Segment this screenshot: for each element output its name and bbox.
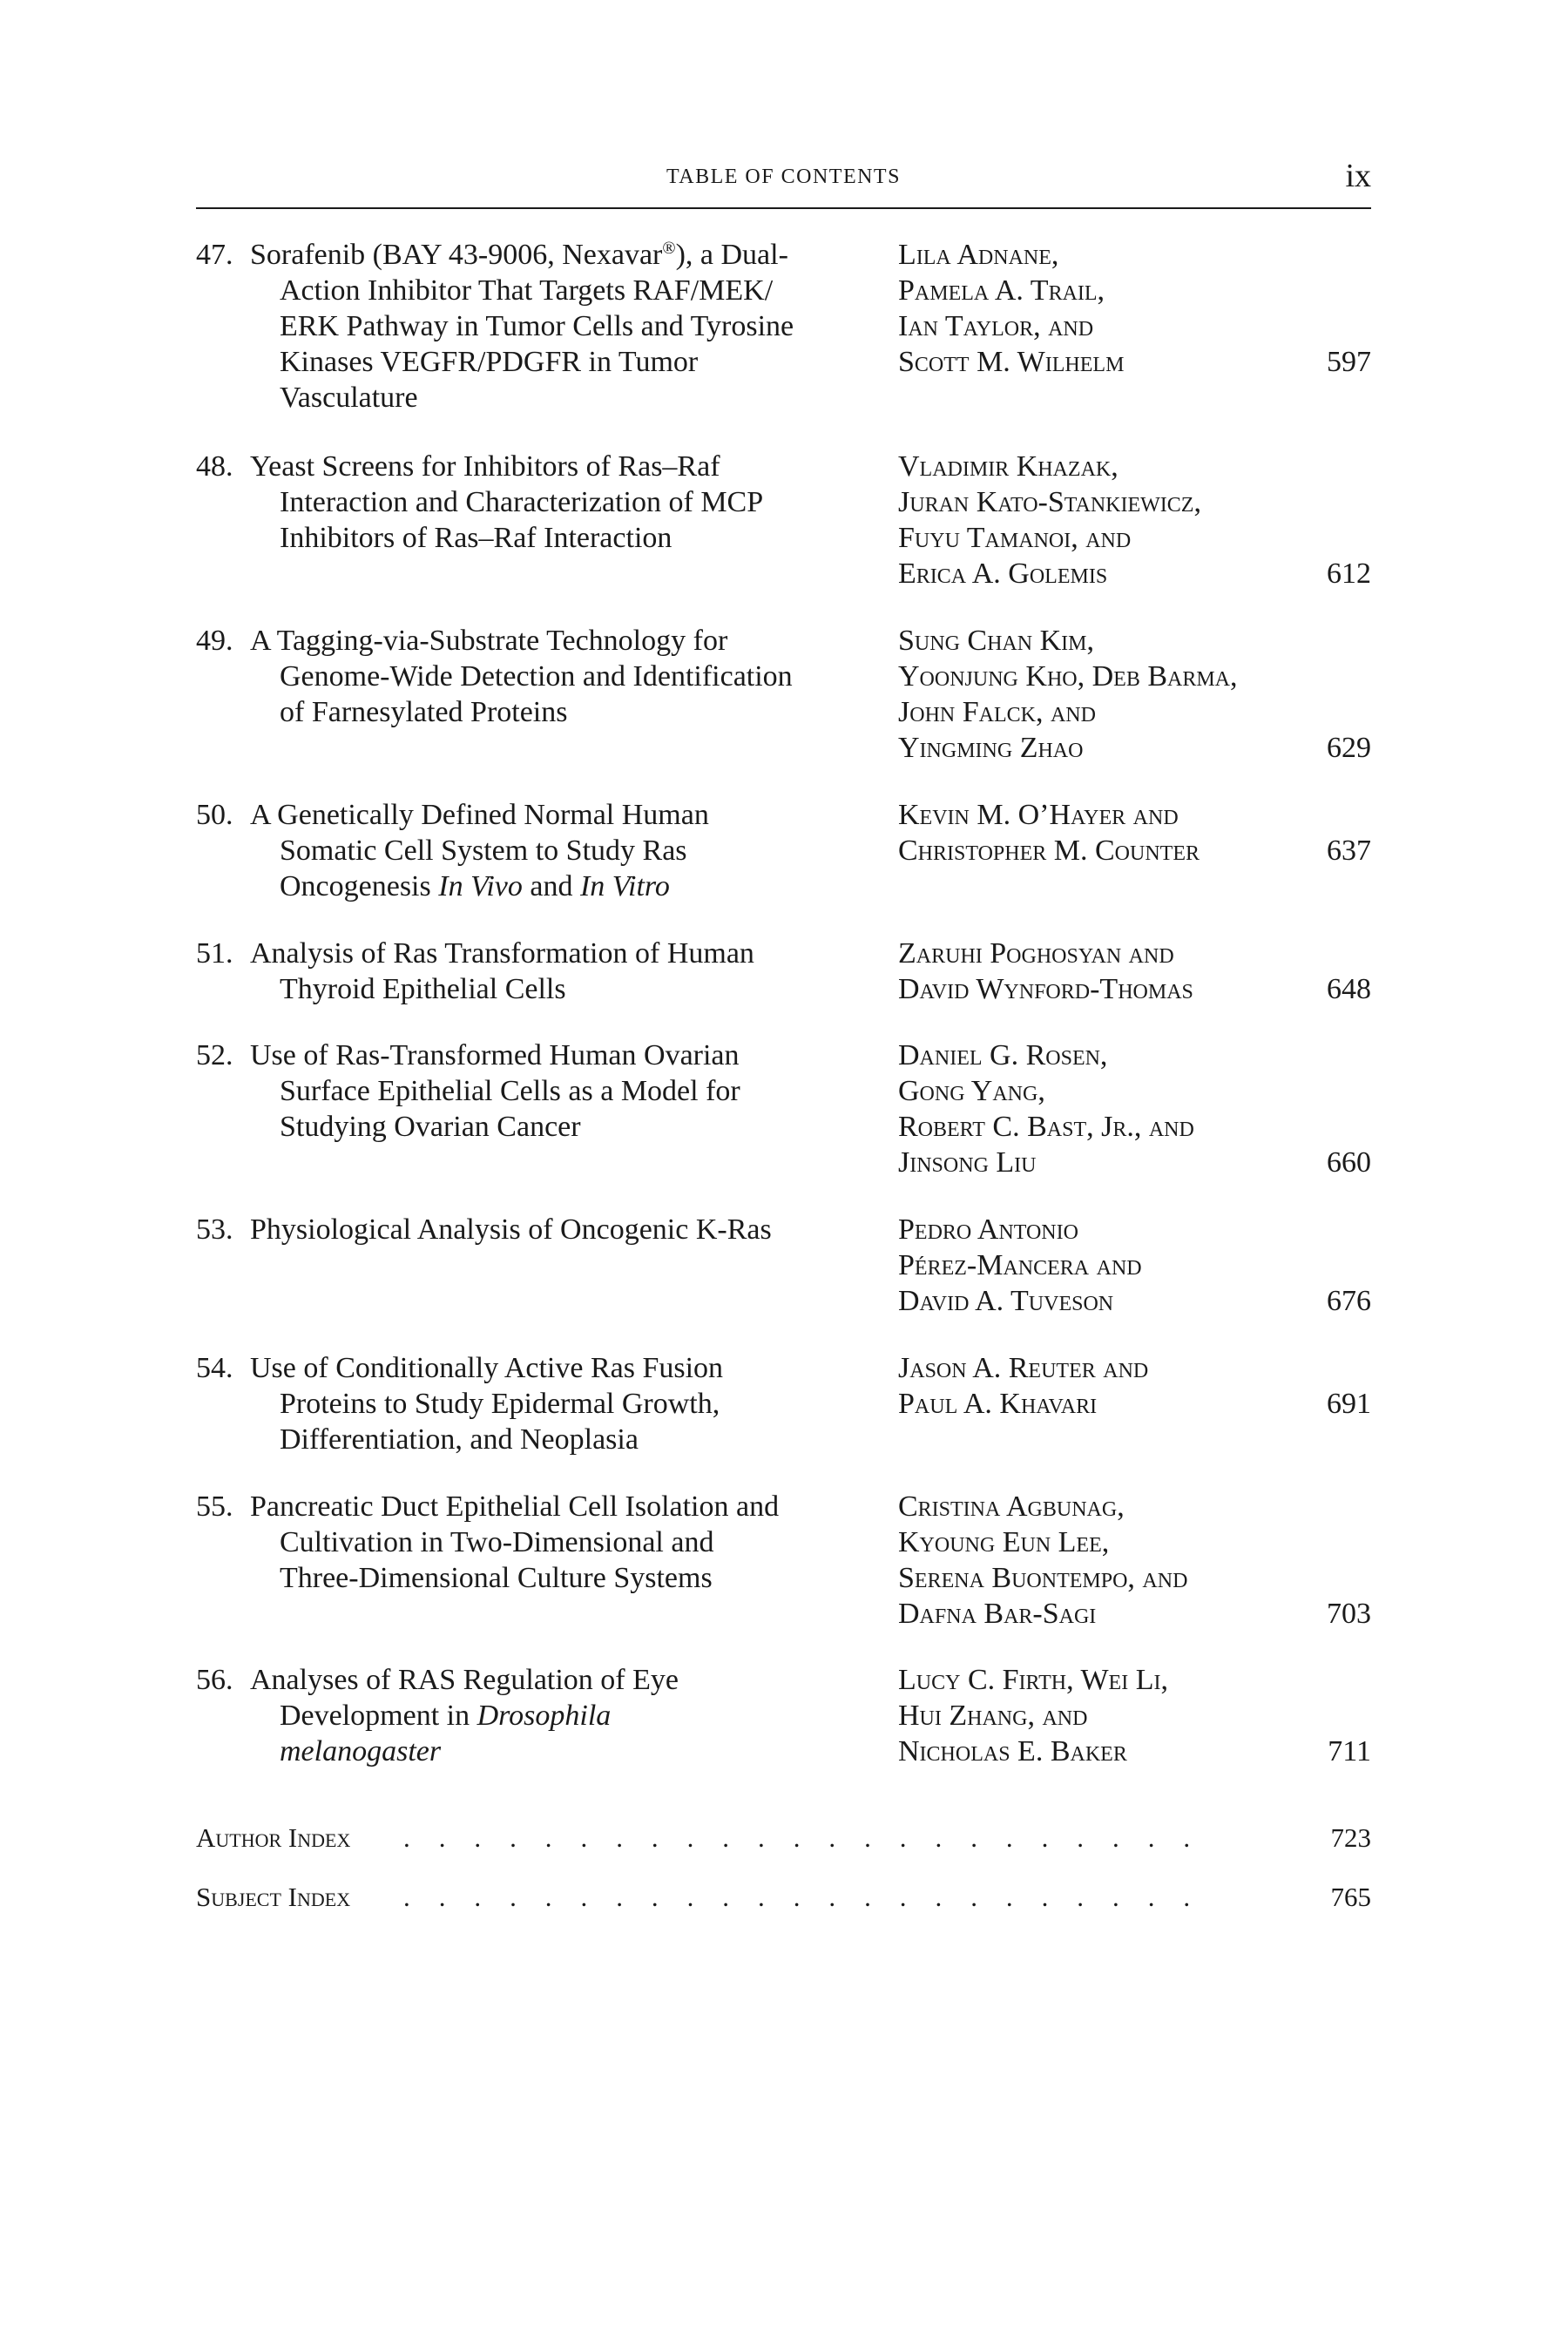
entry-page[interactable]: 691 bbox=[1327, 1388, 1371, 1420]
registered-mark: ® bbox=[662, 239, 676, 258]
entry-title[interactable]: Use of Ras-Transformed Human Ovarian Surface Epithelial Cells as a Model for Studying Ovarian Cancer bbox=[250, 1039, 740, 1143]
entry-page[interactable]: 711 bbox=[1328, 1735, 1371, 1767]
entry-authors: Daniel G. Rosen, Gong Yang, Robert C. Bast, Jr., and Jinsong Liu bbox=[898, 1039, 1194, 1179]
entry-page[interactable]: 612 bbox=[1327, 558, 1371, 590]
entry-page[interactable]: 637 bbox=[1327, 835, 1371, 867]
entry-authors: Cristina Agbunag, Kyoung Eun Lee, Serena Buontempo, and Dafna Bar-Sagi bbox=[898, 1490, 1188, 1630]
entry-authors: Vladimir Khazak, Juran Kato-Stankiewicz, Fuyu Tamanoi, and Erica A. Golemis bbox=[898, 450, 1201, 590]
entry-title[interactable]: Analysis of Ras Transformation of Human Thyroid Epithelial Cells bbox=[250, 937, 754, 1005]
entry-title[interactable]: A Tagging-via-Substrate Technology for Genome-Wide Detection and Identification of Farnesylated Proteins bbox=[250, 625, 793, 728]
running-title: TABLE OF CONTENTS bbox=[666, 166, 901, 188]
entry-title[interactable]: Use of Conditionally Active Ras Fusion Proteins to Study Epidermal Growth, Differentiation, and Neoplasia bbox=[250, 1352, 724, 1456]
dot-leader: . . . . . . . . . . . . . . . . . . . . . . . bbox=[403, 1822, 1201, 1853]
dot-leader: . . . . . . . . . . . . . . . . . . . . . . . bbox=[403, 1882, 1201, 1912]
entry-page[interactable]: 648 bbox=[1327, 973, 1371, 1005]
header-rule bbox=[196, 207, 1371, 209]
entry-title[interactable]: Sorafenib (BAY 43-9006, Nexavar®), a Dual- Action Inhibitor That Targets RAF/MEK/ ERK Pathway in Tumor Cells and Tyrosine Kinases VEGFR/PDGFR in Tumor Vasculature bbox=[250, 239, 794, 414]
entry-number: 51. bbox=[196, 937, 233, 970]
entry-page[interactable]: 597 bbox=[1327, 346, 1371, 378]
entry-number: 50. bbox=[196, 799, 233, 831]
entry-authors: Pedro Antonio Pérez-Mancera and David A. Tuveson bbox=[898, 1213, 1142, 1317]
entry-number: 53. bbox=[196, 1213, 233, 1246]
entry-number: 55. bbox=[196, 1490, 233, 1523]
entry-number: 48. bbox=[196, 450, 233, 483]
entry-authors: Lila Adnane, Pamela A. Trail, Ian Taylor, and Scott M. Wilhelm bbox=[898, 239, 1125, 378]
entry-number: 47. bbox=[196, 239, 233, 271]
index-label: Subject Index bbox=[196, 1882, 351, 1912]
entry-page[interactable]: 676 bbox=[1327, 1285, 1371, 1317]
folio: ix bbox=[1345, 158, 1371, 194]
entry-title[interactable]: Pancreatic Duct Epithelial Cell Isolation and Cultivation in Two-Dimensional and Three-Dimensional Culture Systems bbox=[250, 1490, 780, 1594]
entry-page[interactable]: 703 bbox=[1327, 1598, 1371, 1630]
entry-authors: Lucy C. Firth, Wei Li, Hui Zhang, and Nicholas E. Baker bbox=[898, 1664, 1168, 1767]
subject-index-entry[interactable] bbox=[196, 1882, 1371, 1920]
entry-authors: Jason A. Reuter and Paul A. Khavari bbox=[898, 1352, 1149, 1420]
entry-number: 49. bbox=[196, 625, 233, 657]
index-label: Author Index bbox=[196, 1822, 351, 1853]
index-page[interactable]: 723 bbox=[1330, 1822, 1371, 1853]
entry-number: 52. bbox=[196, 1039, 233, 1071]
entry-title[interactable]: Yeast Screens for Inhibitors of Ras–Raf Interaction and Characterization of MCP Inhibitors of Ras–Raf Interaction bbox=[250, 450, 764, 554]
entry-authors: Zaruhi Poghosyan and David Wynford-Thomas bbox=[898, 937, 1193, 1005]
entry-number: 56. bbox=[196, 1664, 233, 1696]
entry-authors: Kevin M. O’Hayer and Christopher M. Counter bbox=[898, 799, 1200, 867]
index-page[interactable]: 765 bbox=[1330, 1882, 1371, 1912]
entry-title[interactable]: Physiological Analysis of Oncogenic K-Ras bbox=[250, 1213, 772, 1246]
entry-title[interactable]: Analyses of RAS Regulation of Eye Development in Drosophila melanogaster bbox=[250, 1664, 679, 1767]
entry-page[interactable]: 629 bbox=[1327, 732, 1371, 764]
author-index-entry[interactable] bbox=[196, 1822, 1371, 1861]
entry-number: 54. bbox=[196, 1352, 233, 1384]
entry-authors: Sung Chan Kim, Yoonjung Kho, Deb Barma, John Falck, and Yingming Zhao bbox=[898, 625, 1238, 764]
running-header bbox=[196, 158, 1371, 197]
entry-title[interactable]: A Genetically Defined Normal Human Somatic Cell System to Study Ras Oncogenesis In Vivo and In Vitro bbox=[250, 799, 709, 902]
entry-page[interactable]: 660 bbox=[1327, 1146, 1371, 1179]
